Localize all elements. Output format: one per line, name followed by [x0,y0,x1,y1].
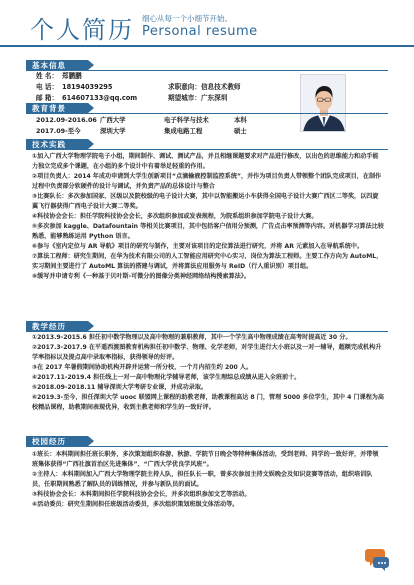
header-divider [0,45,414,47]
list-item: ①加入广西大学物理学院电子小组，期间制作、调试、测试产品，并且相继课题要求对产品进行修改，以出色的思维能力和动手能力独立完成多个课题，在小组的多个设计中有着举足轻重的作用。 [32,153,379,170]
education-school: 深圳大学 [100,127,126,135]
education-degree: 硕士 [234,127,247,135]
section-campus [26,436,388,447]
info-email-value: 614607133@qq.com [62,94,138,102]
list-item: ④活动委员：研究生期间担任班级活动委员，多次组织策划班级文体活动等。 [32,501,239,508]
info-email-label: 邮 箱： [36,94,59,102]
info-phone [36,82,112,92]
info-location-label: 期望城市： [168,94,201,102]
resume-header [0,0,414,56]
list-item: ③科技协会会长：本科期间担任学院科技协会会长，并多次组织参加文艺等活动。 [32,491,251,498]
education-major: 电子科学与技术 [164,116,209,124]
section-title-skills: 技术实践 [26,139,88,150]
list-item: ⑥2019.3-至今，担任深圳大学 uooc 联盟网上课程的助教老师，助教课程高达 8 门，管理 5000 多位学生，其中 4 门课程为高校精品课程，助教期间表现优异，收到主教老师和学生的一致好评。 [32,394,384,411]
list-item: ⑧缓写并申请专利《一种基于贝叶斯-可微分的图像分类神经网络结构搜索算法》。 [32,273,250,280]
info-name-label: 姓 名： [36,72,59,80]
resume-title: 个人简历 [30,16,134,44]
info-phone-label: 电 话： [36,83,59,91]
education-major: 集成电路工程 [164,127,203,135]
list-item: ②2017.3-2017.9 在平遥西渡图教育机构担任初中数学、物理、化学老师，对学生进行大小班以及一对一辅导，超额完成机构升学率指标以及提点高中录取率指标，获得领导的好评。 [32,344,382,361]
info-name [36,71,82,81]
section-divider [26,331,388,332]
list-item: ⑤多次参加 kaggle、Datafountain 等相关比赛项目，其中包括客户信用分预测，广告点击率预测等内容。对机器学习算法比较熟悉，能够熟练运用 Python 语言。 [32,223,384,240]
section-title-campus: 校园经历 [26,436,88,447]
campus-list [32,450,384,510]
education-period: 2017.09-至今 [36,127,81,135]
info-job-intent [168,82,241,92]
info-location [168,93,227,103]
education-degree: 本科 [234,116,247,124]
section-divider [26,149,388,150]
section-experience [26,321,388,332]
list-item: ③在 2017 年暑假期间协助机构开辟并运营一所分校，一个月内招生约 200 人。 [32,364,253,371]
section-title-experience: 教学经历 [26,321,88,332]
list-item: ④科技协会会长：担任学院科技协会会长，多次组织参加或发表规程，为院系组织参加学院电子设计大赛。 [32,213,318,220]
education-period: 2012.09-2016.06 [36,116,97,124]
list-item: ②主持人：本科期间加入广西大学物理学院主持人队，担任队长一职，曾多次参加主持文娱晚会及知识竞赛等活动，组织培训队员，任职期间熟悉了解队员的训练情况，并参与新队员的面试。 [32,471,373,488]
resume-english-title: Personal resume [142,24,258,39]
list-item: ②项目负责人：2014 年成功申请到大学生创新项目“点滴输液控制监控系统”，并作为项目负责人带领整个团队完成项目，在制作过程中负责部分软硬件的设计与调试，并负责产品的总体设计与整合 [32,173,382,190]
info-intent-label: 求职意向： [168,83,201,91]
list-item: ③比赛队长：多次参加国家、区级以及院校级的电子设计大赛，其中以智能搬运小车获得全国电子设计大赛广西区二等奖，以四旋翼飞行器获得广西电子设计大赛二等奖。 [32,193,379,210]
list-item: ①班长：本科期间担任班长职务，多次策划组织春游、秋游、学院节日晚会等特种集体活动，受到老师、同学的一致好评，并带领班集体获得“广西社旗首治区先进集体”、“广西大学优良学风班”。 [32,451,379,468]
experience-list [32,333,384,413]
info-intent-value: 信息技术教师 [200,83,241,91]
section-divider [26,446,388,447]
education-school: 广西大学 [100,116,126,124]
info-email [36,93,137,103]
section-title-education: 教育背景 [26,103,88,114]
list-item: ⑤2018.09-2018.11 辅导深圳大学考研专业课，并成功录取。 [32,384,208,391]
resume-slogan: 细心从每一个小细节开始。 [142,14,232,23]
info-phone-value: 18194039295 [62,83,113,91]
section-education [26,103,388,114]
list-item: ⑦算法工程师：研究生期间，在华为技术有限公司的人工智能应用研究中心实习，岗位为算法工程师。主要工作方向为 AutoML，实习期间主要进行了 AutoML 算法的搭建与调试，并将算法应用服务与 ReID（行人重识别）项目组。 [32,253,383,270]
info-location-value: 广东深圳 [200,94,228,102]
list-item: ④2017.11-2019.4 担任线上一对一高中物理化学辅导老师，该学生理综总成绩从进入全班前十。 [32,374,301,381]
info-name-value: 郑鹏鹏 [62,72,82,80]
section-basic-info [26,60,388,71]
chat-bubble-icon [364,545,392,573]
section-divider [26,113,388,114]
list-item: ⑥参与《室内定位与 AR 导航》项目的研究与制作，主要对该项目的定位算法进行研究，并将 AR 元素加入在导航系统中。 [32,243,364,250]
section-title-basic: 基本信息 [26,60,88,71]
skills-list [32,152,384,282]
section-skills [26,139,388,150]
list-item: ①2013.9-2015.6 担任初中数学物理以及高中物理的兼职教师，其中一个学生高中物理成绩在高考时提高近 30 分。 [32,334,352,341]
